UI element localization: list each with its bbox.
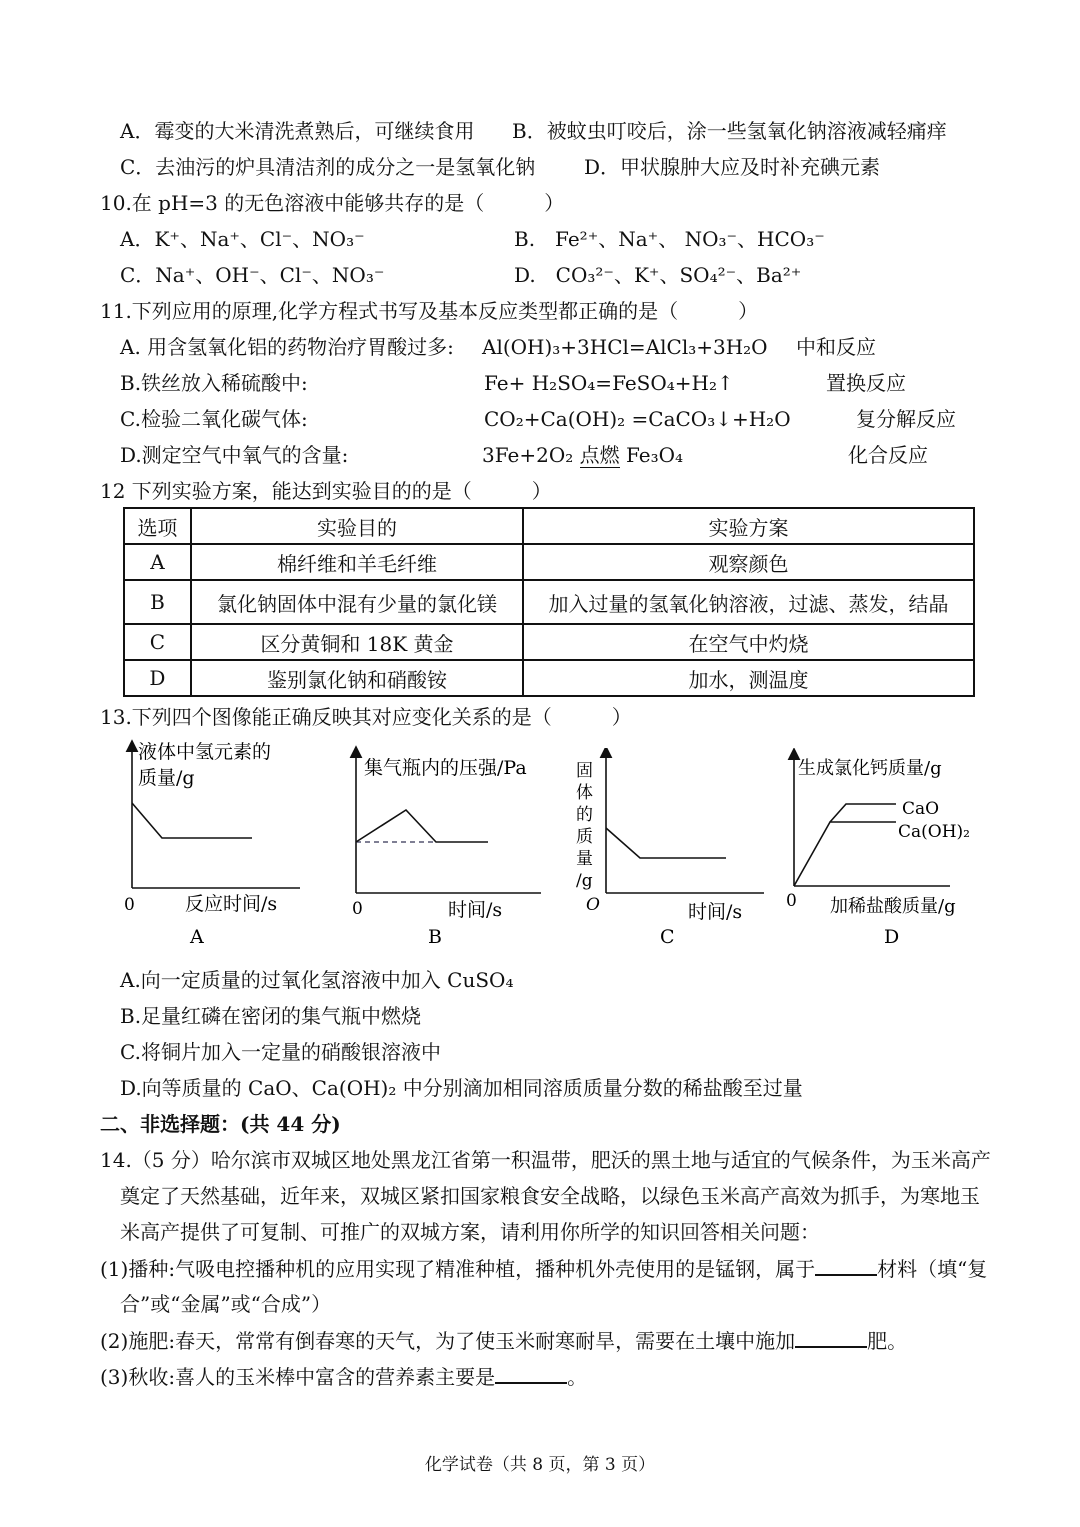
q11-d-condition: 点燃: [579, 443, 620, 467]
q10-option-a: A．K⁺、Na⁺、Cl⁻、NO₃⁻: [120, 227, 365, 251]
table-row: [124, 580, 974, 624]
q11-a-label: A. 用含氢氧化铝的药物治疗胃酸过多:: [120, 335, 454, 359]
table-header-cell: 选项: [124, 508, 191, 544]
y-axis-label-char: 量: [576, 849, 593, 869]
table-cell: 加水，测温度: [523, 660, 974, 696]
x-axis-label: 时间/s: [688, 901, 743, 923]
series-label-ca-oh-2: Ca(OH)₂: [898, 822, 970, 842]
table-cell: A: [124, 544, 191, 580]
q11-d-type: 化合反应: [848, 443, 928, 467]
q9-option-a: A．霉变的大米清洗煮熟后，可继续食用: [120, 119, 475, 143]
q10-stem: 10.在 pH=3 的无色溶液中能够共存的是（ ）: [100, 191, 565, 215]
y-axis-label: 生成氯化钙质量/g: [798, 758, 942, 779]
origin-label: 0: [786, 891, 797, 911]
y-axis-label-line2: 质量/g: [138, 767, 195, 789]
q12-stem: 12 下列实验方案，能达到实验目的的是（ ）: [100, 479, 552, 503]
table-cell: B: [124, 580, 191, 624]
q9-option-c: C．去油污的炉具清洁剂的成分之一是氢氧化钠: [120, 155, 536, 179]
section-heading: 二、非选择题：(共 44 分): [100, 1112, 341, 1136]
q10-option-b: B. Fe²⁺、Na⁺、 NO₃⁻、HCO₃⁻: [514, 227, 825, 251]
table-header-cell: 实验方案: [523, 508, 974, 544]
table-cell: D: [124, 660, 191, 696]
q13-option-a: A.向一定质量的过氧化氢溶液中加入 CuSO₄: [120, 968, 514, 992]
q14-part3-text-after: 。: [567, 1365, 588, 1389]
table-row: [124, 624, 974, 660]
q9-option-b: B．被蚊虫叮咬后，涂一些氢氧化钠溶液减轻痛痒: [512, 119, 947, 143]
table-cell: 加入过量的氢氧化钠溶液，过滤、蒸发，结晶: [523, 580, 974, 624]
q11-c-label: C.检验二氧化碳气体:: [120, 407, 308, 431]
graph-caption: A: [190, 926, 204, 948]
q14-part2-text-after: 肥。: [867, 1329, 908, 1353]
series-label-cao: CaO: [902, 799, 940, 819]
curve: [356, 810, 488, 842]
q14-intro-line3: 米高产提供了可复制、可推广的双城方案，请利用你所学的知识回答相关问题：: [120, 1220, 820, 1244]
origin-label: 0: [124, 895, 135, 915]
q14-part1-text: (1)播种:气吸电控播种机的应用实现了精准种植，播种机外壳使用的是锰钢，属于: [100, 1257, 816, 1281]
x-axis-label: 加稀盐酸质量/g: [830, 896, 956, 917]
y-axis-label-char: 的: [576, 805, 593, 825]
origin-label: O: [586, 895, 600, 915]
y-axis-label: 集气瓶内的压强/Pa: [364, 757, 527, 779]
table-header-row: [124, 508, 974, 544]
table-header-cell: 实验目的: [191, 508, 523, 544]
q11-d-equation: [482, 441, 683, 469]
answer-blank[interactable]: [815, 1254, 877, 1276]
q11-d-equation-right: Fe₃O₄: [625, 443, 684, 467]
q14-intro-line1: 14.（5 分）哈尔滨市双城区地处黑龙江省第一积温带，肥沃的黑土地与适宜的气候条件，为玉米高产: [100, 1148, 991, 1172]
q14-part2-text: (2)施肥:春天，常常有倒春寒的天气，为了使玉米耐寒耐旱，需要在土壤中施加: [100, 1329, 796, 1353]
curve: [132, 803, 252, 838]
table-row: [124, 660, 974, 696]
curve-cao: [830, 804, 896, 822]
q11-a-equation: Al(OH)₃+3HCl=AlCl₃+3H₂O: [482, 335, 768, 359]
q12-table: [123, 507, 975, 697]
table-cell: 在空气中灼烧: [523, 624, 974, 660]
graph-b: [336, 738, 546, 953]
q11-c-equation: CO₂+Ca(OH)₂ =CaCO₃↓+H₂O: [484, 407, 791, 431]
q14-part1: [100, 1254, 987, 1283]
q13-option-d: D.向等质量的 CaO、Ca(OH)₂ 中分别滴加相同溶质质量分数的稀盐酸至过量: [120, 1076, 803, 1100]
q11-c-type: 复分解反应: [856, 407, 956, 431]
q11-b-type: 置换反应: [826, 371, 906, 395]
q14-part1-continuation: 合”或“金属”或“合成”）: [120, 1292, 332, 1316]
x-axis-label: 时间/s: [448, 899, 503, 921]
answer-blank[interactable]: [795, 1326, 867, 1348]
table-cell: 棉纤维和羊毛纤维: [191, 544, 523, 580]
y-axis-label-char: /g: [576, 871, 593, 891]
answer-blank[interactable]: [495, 1362, 567, 1384]
graph-caption: C: [660, 926, 675, 948]
curve: [606, 828, 726, 858]
q9-option-d: D．甲状腺肿大应及时补充碘元素: [584, 155, 881, 179]
q10-option-c: C．Na⁺、OH⁻、Cl⁻、NO₃⁻: [120, 263, 385, 287]
q10-option-d: D. CO₃²⁻、K⁺、SO₄²⁻、Ba²⁺: [514, 263, 802, 287]
graph-a: [112, 738, 312, 953]
graph-caption: D: [884, 926, 900, 948]
curve-ca-oh-2: [794, 822, 896, 886]
q11-b-equation: Fe+ H₂SO₄=FeSO₄+H₂↑: [484, 371, 734, 395]
graph-caption: B: [428, 926, 442, 948]
q14-part1-text-after: 材料（填“复: [877, 1257, 988, 1281]
graph-c: [570, 748, 766, 953]
q11-a-type: 中和反应: [796, 335, 876, 359]
q14-intro-line2: 奠定了天然基础，近年来，双城区紧扣国家粮食安全战略，以绿色玉米高产高效为抓手，为寒地玉: [120, 1184, 980, 1208]
page-footer: 化学试卷（共 8 页，第 3 页）: [424, 1455, 656, 1475]
q13-stem: 13.下列四个图像能正确反映其对应变化关系的是（ ）: [100, 705, 632, 729]
q14-part3-text: (3)秋收:喜人的玉米棒中富含的营养素主要是: [100, 1365, 496, 1389]
q11-d-equation-left: 3Fe+2O₂: [482, 443, 574, 467]
table-cell: 氯化钠固体中混有少量的氯化镁: [191, 580, 523, 624]
table-cell: 区分黄铜和 18K 黄金: [191, 624, 523, 660]
origin-label: 0: [352, 899, 363, 919]
q11-b-label: B.铁丝放入稀硫酸中:: [120, 371, 308, 395]
x-axis-label: 反应时间/s: [185, 893, 278, 915]
table-cell: 鉴别氯化钠和硝酸铵: [191, 660, 523, 696]
q13-option-c: C.将铜片加入一定量的硝酸银溶液中: [120, 1040, 441, 1064]
q11-d-label: D.测定空气中氧气的含量:: [120, 443, 349, 467]
table-cell: C: [124, 624, 191, 660]
q13-option-b: B.足量红磷在密闭的集气瓶中燃烧: [120, 1004, 422, 1028]
table-row: [124, 544, 974, 580]
y-axis-label-char: 固: [576, 761, 593, 781]
table-cell: 观察颜色: [523, 544, 974, 580]
q14-part3: [100, 1362, 587, 1391]
graph-d: [780, 748, 980, 953]
q14-part2: [100, 1326, 907, 1355]
y-axis-label-line1: 液体中氢元素的: [138, 741, 272, 763]
y-axis-label-char: 体: [576, 783, 593, 803]
q11-stem: 11.下列应用的原理,化学方程式书写及基本反应类型都正确的是（ ）: [100, 299, 759, 323]
y-axis-label-char: 质: [576, 827, 593, 847]
